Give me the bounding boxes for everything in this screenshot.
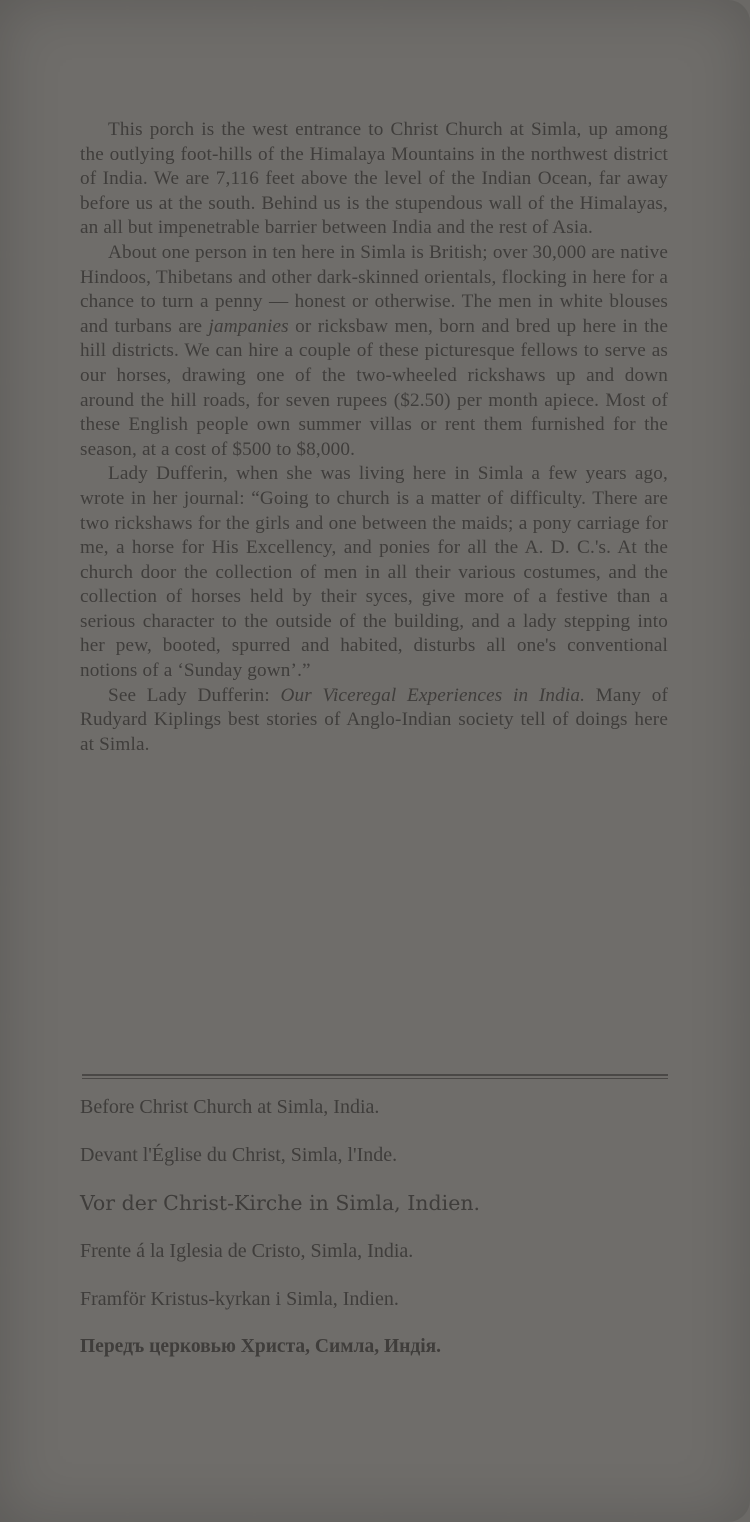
book-title: Our Viceregal Experiences in India. [280, 684, 586, 706]
paragraph-4 [80, 684, 668, 758]
paragraph-1 [80, 118, 668, 241]
paragraph-2-text-b: or ricksbaw men, born and bred up here in the hill districts. We can hire a couple of these picturesque fellows to serve as our horses, drawing one of the two-wheeled rickshaws up and down around the hill roads, for seven rupees ($2.50) per month apiece. Most of these English people own summer villas or rent them furnished for the season, at a cost of $500 to $8,000. [80, 315, 668, 460]
paragraph-3-text: Lady Dufferin, when she was living here in Simla a few years ago, wrote in her journal: “Going to church is a matter of difficulty. There are two rickshaws for the girls and one between the maids; a pony carriage for me, a horse for His Excellency, and ponies for all the A. D. C.'s. At the church door the collection of men in all their various costumes, and the collection of horses held by their syces, give more of a festive than a serious character to the outside of the building, and a lady stepping into her pew, booted, spurred and habited, disturbs all one's conventional notions of a ‘Sunday gown’.” [80, 463, 668, 682]
caption-swedish: Framför Kristus-kyrkan i Simla, Indien. [80, 1288, 399, 1310]
paragraph-4-text-b: Many of Rudyard Kiplings best stories of Anglo-Indian society tell of doings here at Simla. [80, 684, 668, 755]
caption-spanish: Frente á la Iglesia de Cristo, Simla, India. [80, 1240, 414, 1262]
paragraph-1-text: This porch is the west entrance to Christ Church at Simla, up among the outlying foot-hills of the Himalaya Mountains in the northwest district of India. We are 7,116 feet above the level of the Indian Ocean, far away before us at the south. Behind us is the stupendous wall of the Himalayas, an all but impenetrable barrier between India and the rest of Asia. [80, 119, 668, 239]
paragraph-2-italic-term: jampanies [208, 315, 289, 337]
caption-russian: Передъ церковью Христа, Симла, Индія. [80, 1336, 442, 1357]
paragraph-2 [80, 241, 668, 462]
description-text [80, 118, 668, 757]
section-divider [82, 1074, 668, 1079]
paragraph-4-text-a: See Lady Dufferin: [108, 684, 281, 706]
caption-english: Before Christ Church at Simla, India. [80, 1096, 380, 1118]
paragraph-3 [80, 462, 668, 683]
caption-german: Vor der Christ-Kirche in Simla, Indien. [80, 1191, 481, 1215]
paragraph-2-text-a: About one person in ten here in Simla is British; over 30,000 are native Hindoos, Thibetans and other dark-skinned orientals, flocking in here for a chance to turn a penny — honest or otherwise. The men in white blouses and turbans are [80, 241, 668, 337]
caption-french: Devant l'Église du Christ, Simla, l'Inde. [80, 1144, 398, 1166]
multilingual-captions [80, 1092, 680, 1380]
